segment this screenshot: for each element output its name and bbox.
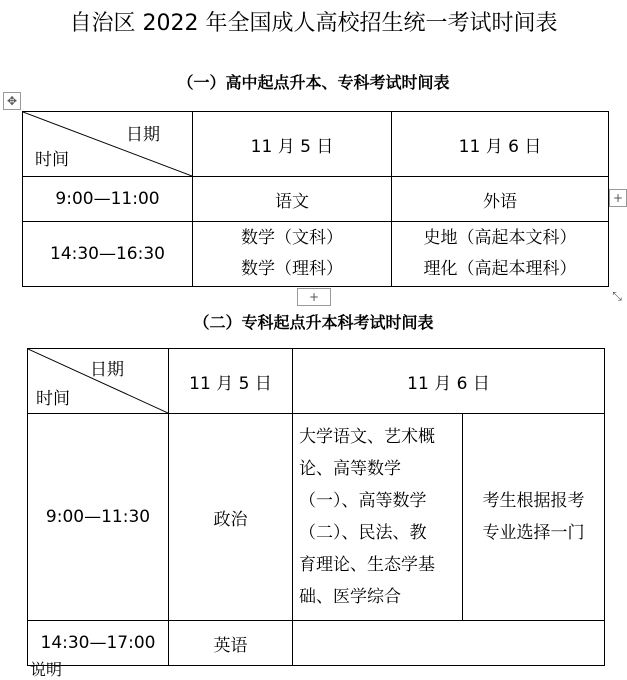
exam-line: 数学（理科） <box>241 259 343 279</box>
corner-cell <box>23 112 193 177</box>
exam-cell <box>293 414 463 621</box>
schedule-table-1 <box>22 111 609 287</box>
exam-line: 础、医学综合 <box>299 587 401 607</box>
date-header: 11 月 6 日 <box>293 349 605 414</box>
schedule-table-2 <box>27 348 605 666</box>
exam-line: 育理论、生态学基 <box>299 555 435 575</box>
notes-heading: 说明 <box>30 660 63 679</box>
add-row-icon[interactable]: + <box>297 288 331 306</box>
corner-date-label: 日期 <box>90 360 124 380</box>
exam-line: 论、高等数学 <box>299 459 401 479</box>
corner-time-label: 时间 <box>36 389 70 409</box>
date-header: 11 月 6 日 <box>392 112 609 177</box>
exam-line: 专业选择一门 <box>482 523 585 543</box>
exam-line: 考生根据报考 <box>482 491 585 511</box>
corner-cell <box>28 349 169 414</box>
time-cell: 9:00—11:00 <box>23 177 193 222</box>
exam-cell <box>392 222 609 287</box>
date-header: 11 月 5 日 <box>193 112 392 177</box>
resize-table-icon[interactable]: ⤡ <box>612 289 622 303</box>
exam-line: （一）、高等数学 <box>299 491 427 511</box>
exam-line: 史地（高起本文科） <box>423 228 577 248</box>
page-title: 自治区 2022 年全国成人高校招生统一考试时间表 <box>69 11 558 36</box>
time-cell: 14:30—16:30 <box>23 222 193 287</box>
exam-cell <box>293 621 605 666</box>
add-column-icon[interactable]: + <box>609 189 627 207</box>
exam-line: 数学（文科） <box>241 228 343 248</box>
time-cell: 9:00—11:30 <box>28 414 169 621</box>
exam-cell: 语文 <box>193 177 392 222</box>
exam-line: 大学语文、艺术概 <box>299 427 435 447</box>
exam-note-cell <box>463 414 605 621</box>
table-move-icon[interactable]: ✥ <box>3 92 21 110</box>
corner-time-label: 时间 <box>35 150 69 170</box>
exam-cell: 外语 <box>392 177 609 222</box>
exam-cell <box>193 222 392 287</box>
date-header: 11 月 5 日 <box>169 349 293 414</box>
exam-cell: 英语 <box>169 621 293 666</box>
exam-cell: 政治 <box>169 414 293 621</box>
exam-line: 理化（高起本理科） <box>423 259 577 279</box>
section2-heading: （二）专科起点升本科考试时间表 <box>193 313 434 332</box>
section1-heading: （一）高中起点升本、专科考试时间表 <box>177 73 450 92</box>
time-cell: 14:30—17:00 <box>28 621 169 666</box>
corner-date-label: 日期 <box>126 125 160 145</box>
exam-line: （二）、民法、教 <box>299 523 427 543</box>
